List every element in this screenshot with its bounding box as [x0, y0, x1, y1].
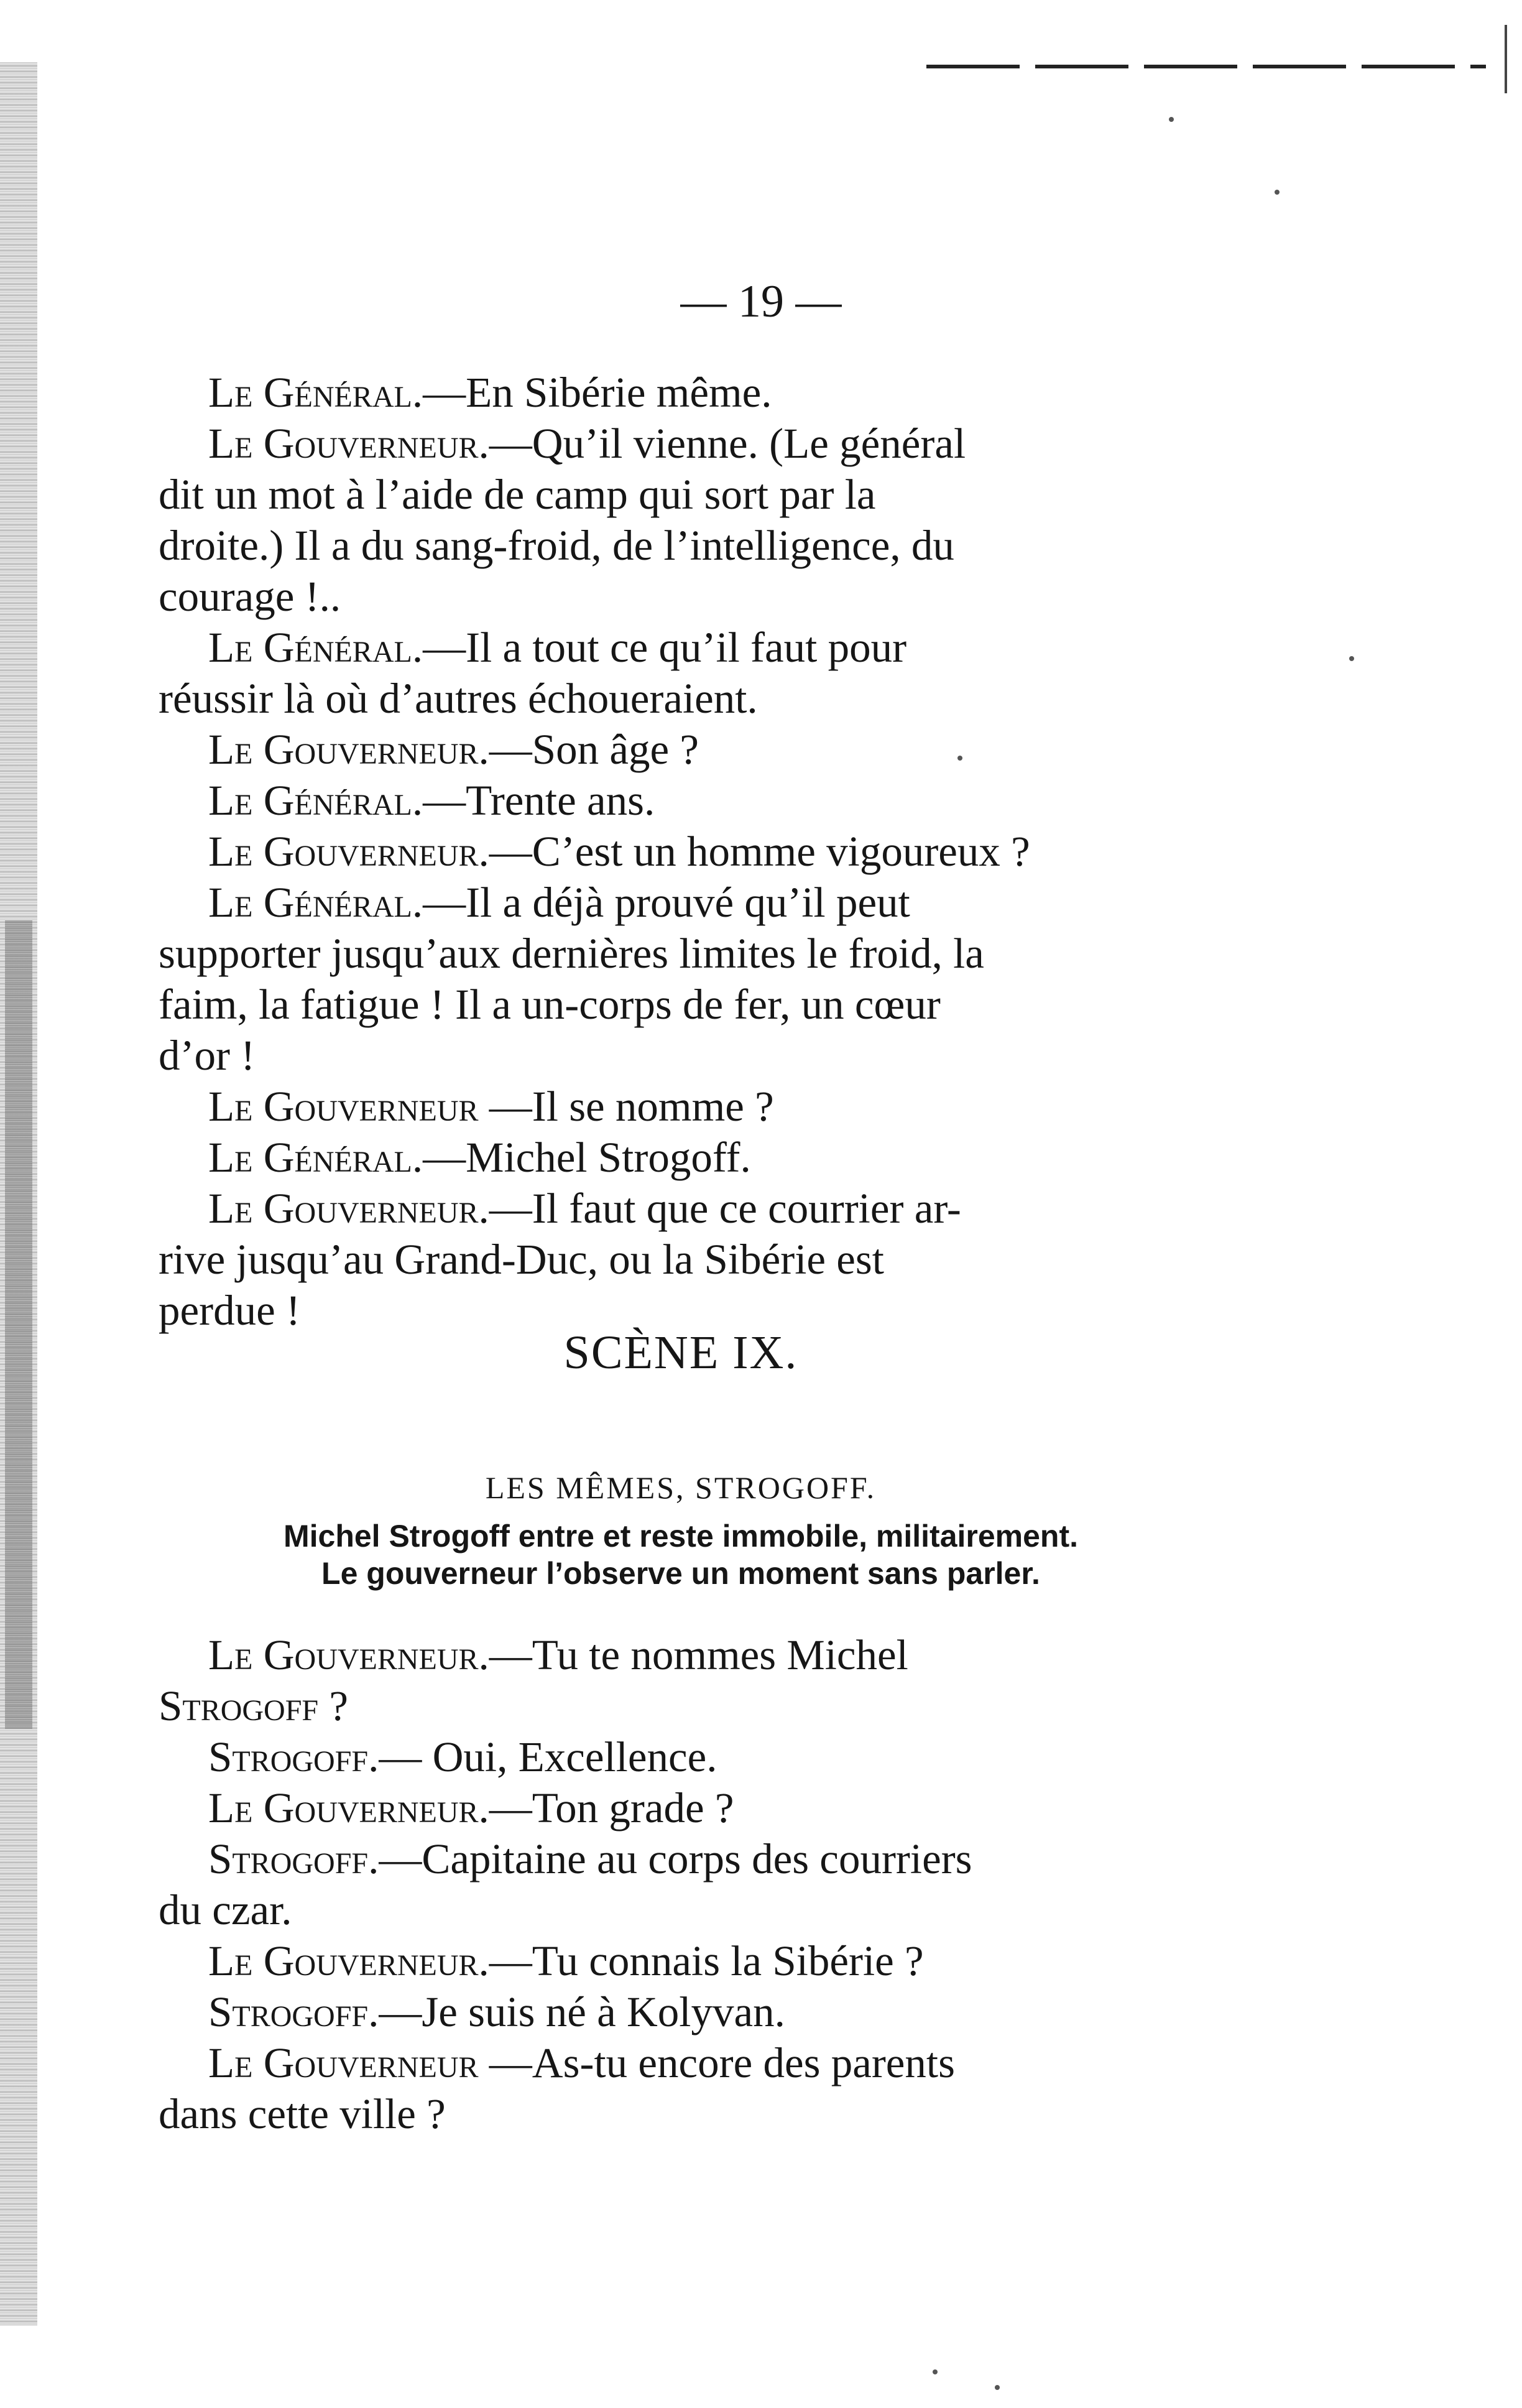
- speaker-name: Le Gouverneur.: [208, 1784, 489, 1831]
- text-line: Le Général.—Michel Strogoff.: [208, 1134, 751, 1181]
- text-line: Le Gouverneur.—Il faut que ce courrier ar-: [208, 1185, 961, 1232]
- speaker-name: Le Général.: [208, 624, 423, 671]
- stage-direction-line: Michel Strogoff entre et reste immobile, militairement.: [283, 1519, 1079, 1554]
- text-line: Le Gouverneur.—Ton grade ?: [208, 1784, 734, 1831]
- text-line: Le Général.—Trente ans.: [208, 777, 655, 824]
- text-line: Le Gouverneur.—Tu connais la Sibérie ?: [208, 1937, 924, 1984]
- printed-top-rule: [926, 65, 1486, 68]
- text-line: Le Gouverneur.—C’est un homme vigoureux ?: [208, 828, 1030, 875]
- scene-title: SCÈNE IX.: [563, 1327, 798, 1379]
- speaker-name: Le Gouverneur.: [208, 1631, 489, 1679]
- text-line: Le Général.—Il a tout ce qu’il faut pour: [208, 624, 907, 671]
- text-line: Le Gouverneur.—Tu te nommes Michel: [208, 1631, 908, 1679]
- text-line: faim, la fatigue ! Il a un-corps de fer, un cœur: [159, 981, 941, 1028]
- text-line: rive jusqu’au Grand-Duc, ou la Sibérie est: [159, 1236, 884, 1283]
- scanned-binding-shadow: [5, 920, 32, 1729]
- text-line: Strogoff.— Oui, Excellence.: [208, 1733, 717, 1781]
- text-line: courage !..: [159, 573, 341, 620]
- speaker-name: Le Général.: [208, 777, 423, 824]
- text-line: réussir là où d’autres échoueraient.: [159, 675, 758, 722]
- scene-heading: [159, 1325, 1203, 1506]
- speaker-name: Le Gouverneur: [208, 2039, 479, 2086]
- text-line: du czar.: [159, 1886, 292, 1933]
- speaker-name: Le Gouverneur.: [208, 1937, 489, 1984]
- dialogue-text-upper: [159, 367, 1203, 1336]
- speaker-name: Le Général.: [208, 369, 423, 416]
- speaker-name: Le Gouverneur.: [208, 726, 489, 773]
- text-line: droite.) Il a du sang-froid, de l’intelligence, du: [159, 522, 954, 569]
- scene-characters: LES MÊMES, STROGOFF.: [485, 1470, 877, 1505]
- text-line: d’or !: [159, 1032, 256, 1079]
- stage-direction-line: Le gouverneur l’observe un moment sans parler.: [321, 1556, 1040, 1591]
- text-line: Le Gouverneur —Il se nomme ?: [208, 1083, 774, 1130]
- scan-speck: [1169, 117, 1174, 122]
- speaker-name: Le Gouverneur: [208, 1083, 479, 1130]
- dialogue-text-lower: [159, 1629, 1203, 2139]
- text-line: dans cette ville ?: [159, 2090, 446, 2137]
- text-line: Strogoff.—Je suis né à Kolyvan.: [208, 1988, 785, 2035]
- speaker-name: Le Général.: [208, 879, 423, 926]
- text-line: Le Général.—Il a déjà prouvé qu’il peut: [208, 879, 910, 926]
- text-line: Le Gouverneur —As-tu encore des parents: [208, 2039, 955, 2086]
- scan-speck: [933, 2369, 938, 2374]
- text-line: Le Général.—En Sibérie même.: [208, 369, 772, 416]
- page-edge-mark: [1505, 25, 1507, 93]
- speaker-name: Strogoff.: [208, 1835, 379, 1882]
- page-number: — 19 —: [680, 276, 842, 327]
- scan-speck: [1275, 190, 1280, 195]
- text-line: Strogoff ?: [159, 1682, 348, 1730]
- scan-speck: [995, 2385, 1000, 2390]
- stage-direction: [159, 1517, 1203, 1592]
- speaker-name: Le Gouverneur.: [208, 828, 489, 875]
- speaker-name: Le Gouverneur.: [208, 420, 489, 467]
- text-line: Le Gouverneur.—Son âge ?: [208, 726, 699, 773]
- speaker-name: Strogoff.: [208, 1988, 379, 2035]
- scan-speck: [1349, 656, 1354, 661]
- text-line: Strogoff.—Capitaine au corps des courriers: [208, 1835, 972, 1882]
- text-line: perdue !: [159, 1287, 300, 1334]
- speaker-name: Le Général.: [208, 1134, 423, 1181]
- text-line: dit un mot à l’aide de camp qui sort par la: [159, 471, 876, 518]
- text-line: Le Gouverneur.—Qu’il vienne. (Le général: [208, 420, 966, 467]
- speaker-name: Strogoff: [159, 1682, 319, 1730]
- speaker-name: Strogoff.: [208, 1733, 379, 1781]
- text-line: supporter jusqu’aux dernières limites le froid, la: [159, 930, 984, 977]
- speaker-name: Le Gouverneur.: [208, 1185, 489, 1232]
